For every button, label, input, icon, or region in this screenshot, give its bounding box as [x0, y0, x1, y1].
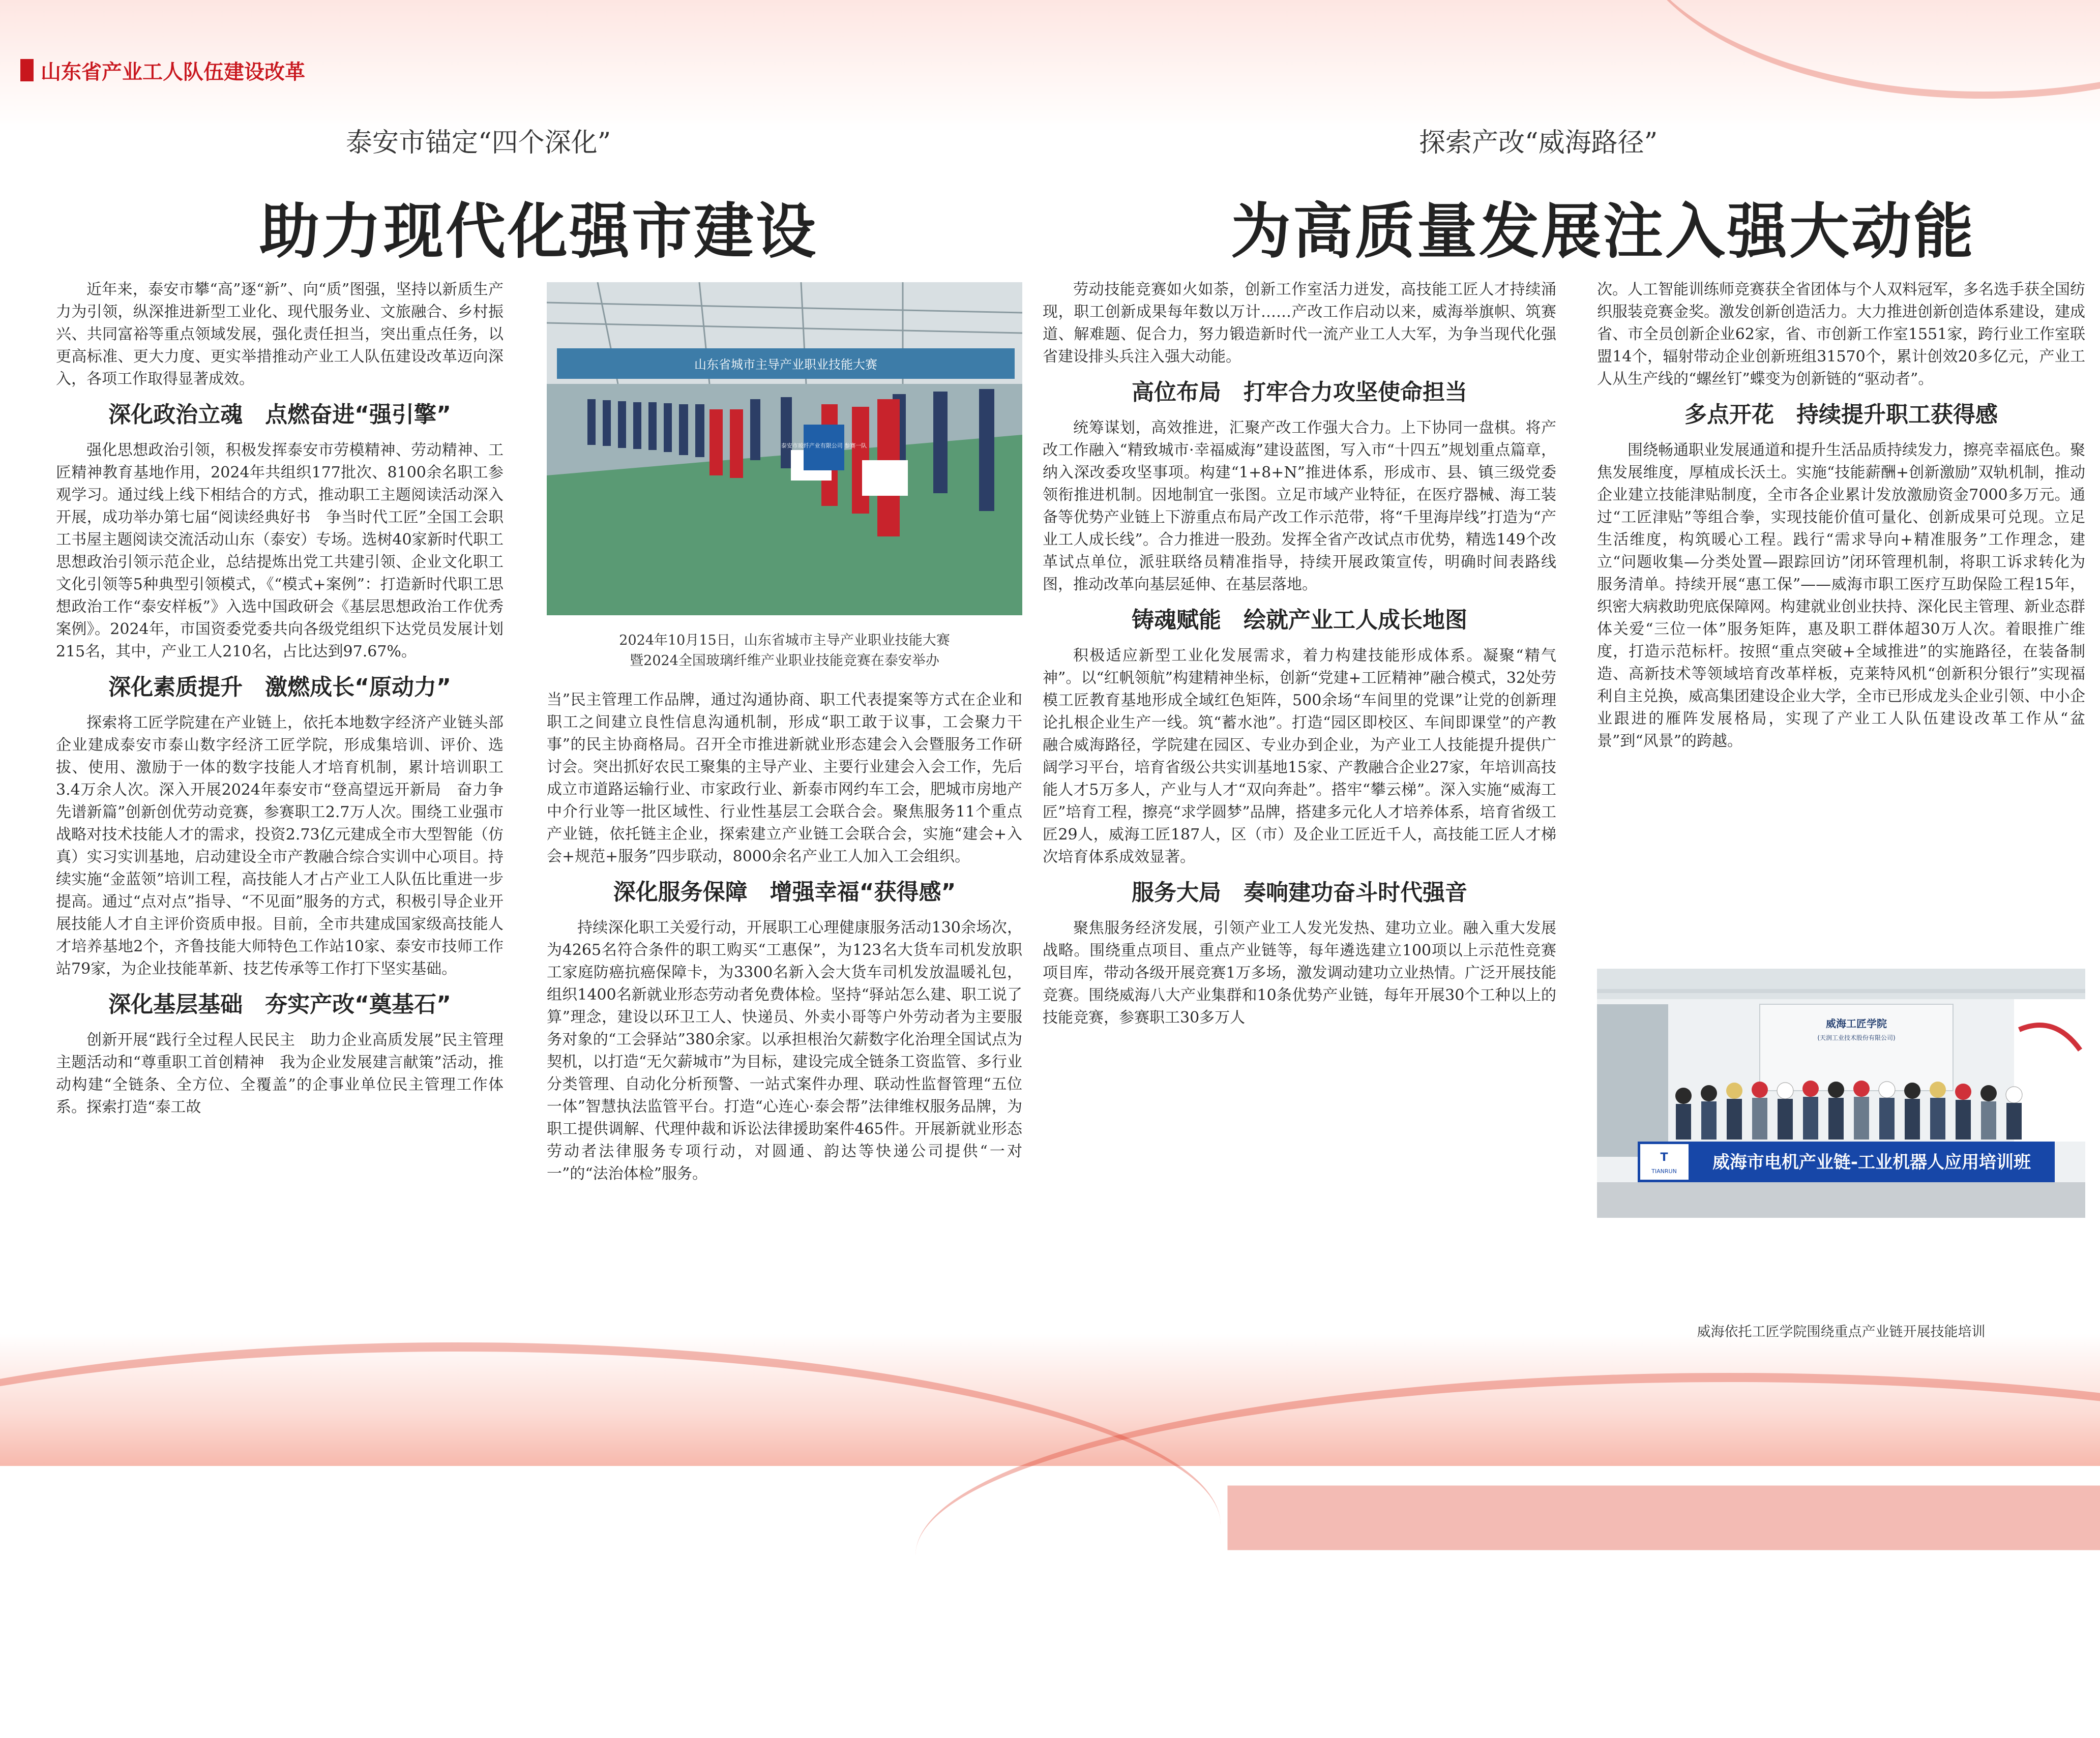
- section-title: 深化基层基础 夯实产改“奠基石”: [108, 992, 451, 1017]
- section-title: 深化素质提升 激燃成长“原动力”: [108, 674, 451, 700]
- wall-sign-sub: (天润工业技术股份有限公司): [1817, 1034, 1896, 1041]
- section-title: 深化政治立魂 点燃奋进“强引擎”: [108, 402, 451, 428]
- body-paragraph: 创新开展“践行全过程人民民主 助力企业高质发展”民主管理主题活动和“尊重职工首创精神 我为企业发展建言献策”活动，推动构建“全链条、全方位、全覆盖”的企事业单位民主管理工作体系。探索打造“泰工故: [56, 1031, 504, 1116]
- caption-line: 暨2024全国玻璃纤维产业职业技能竞赛在泰安举办: [630, 653, 939, 669]
- right-kicker: 探索产改“威海路径”: [1419, 128, 1658, 158]
- header-title: 山东省产业工人队伍建设改革: [41, 60, 305, 84]
- right-column-2: [1597, 279, 2085, 753]
- competition-photo: [547, 282, 1022, 615]
- body-paragraph: 强化思想政治引领，积极发挥泰安市劳模精神、劳动精神、工匠精神教育基地作用，2024年共组织177批次、8100余名职工参观学习。通过线上线下相结合的方式，推动职工主题阅读活动深入开展，成功举办第七届“阅读经典好书 争当时代工匠”全国工会职工书屋主题阅读交流活动山东（泰安）专场。选树40家新时代职工思想政治引领示范企业，总结提炼出党工共建引领、企业文化职工文化引领等5种典型引领模式，《“模式+案例”：打造新时代职工思想政治工作“泰安样板”》入选中国政研会《基层思想政治工作优秀案例》。2024年，市国资委党委共向各级党组织下达党员发展计划215名，其中，产业工人210名，占比达到97.67%。: [56, 441, 504, 661]
- left-column-1: [56, 279, 504, 1119]
- intro-paragraph: 近年来，泰安市攀“高”逐“新”、向“质”图强，坚持以新质生产力为引领，纵深推进新型工业化、现代服务业、文旅融合、乡村振兴、共同富裕等重点领域发展，强化责任担当，突出重点任务，以更高标准、更大力度、更实举措推动产业工人队伍建设改革迈向深入，各项工作取得显著成效。: [56, 281, 504, 388]
- left-column-2: [547, 689, 1022, 1185]
- section-header: [20, 57, 305, 83]
- body-paragraph: 聚焦服务经济发展，引领产业工人发光发热、建功立业。融入重大发展战略。围绕重点项目、重点产业链等，每年遴选建立100项以上示范性竞赛项目库，带动各级开展竞赛1万多场，激发调动建功立业热情。广泛开展技能竞赛。围绕威海八大产业集群和10条优势产业链，每年开展30个工种以上的技能竞赛，参赛职工30多万人: [1043, 919, 1556, 1027]
- training-banner: 威海市电机产业链-工业机器人应用培训班: [1712, 1152, 2031, 1173]
- photo-banner-text: 山东省城市主导产业职业技能大赛: [694, 357, 877, 372]
- left-kicker: 泰安市锚定“四个深化”: [346, 128, 611, 158]
- photo-caption-2: 威海依托工匠学院围绕重点产业链开展技能培训: [1697, 1324, 1986, 1340]
- section-title: 高位布局 打牢合力攻坚使命担当: [1132, 379, 1467, 405]
- header-marker: [20, 59, 34, 81]
- logo-text: TIANRUN: [1651, 1168, 1677, 1175]
- section-title: 多点开花 持续提升职工获得感: [1684, 402, 1998, 428]
- photo-sign-text: 泰安市玻纤产业有限公司 参赛一队: [781, 442, 867, 449]
- competition-photo-scene: [547, 282, 1022, 615]
- intro-paragraph: 劳动技能竞赛如火如荼，创新工作室活力迸发，高技能工匠人才持续涌现，职工创新成果每年数以万计……产改工作启动以来，威海举旗帜、筑赛道、解难题、促合力，努力锻造新时代一流产业工人大军，为争当现代化强省建设排头兵注入强大动能。: [1043, 281, 1556, 366]
- body-paragraph: 探索将工匠学院建在产业链上，依托本地数字经济产业链头部企业建成泰安市泰山数字经济工匠学院，形成集培训、评价、选拔、使用、激励于一体的数字技能人才培育机制，累计培训职工3.4万余人次。深入开展2024年泰安市“登高望远开新局 奋力争先谱新篇”创新创优劳动竞赛，参赛职工2.7万人次。围绕工业强市战略对技术技能人才的需求，投资2.73亿元建成全市大型智能（仿真）实习实训基地，启动建设全市产教融合综合实训中心项目。持续实施“金蓝领”培训工程，高技能人才占产业工人队伍比重进一步提高。通过“点对点”指导、“不见面”服务的方式，积极引导企业开展技能人才自主评价资质申报。目前，全市共建成国家级高技能人才培养基地2个，齐鲁技能大师特色工作站10家、泰安市技师工作站79家，为企业技能革新、技艺传承等工作打下坚实基础。: [56, 714, 504, 978]
- body-paragraph: 当”民主管理工作品牌，通过沟通协商、职工代表提案等方式在企业和职工之间建立良性信息沟通机制，形成“职工敢于议事，工会聚力干事”的民主协商格局。召开全市推进新就业形态建会入会暨服务工作研讨会。突出抓好农民工聚集的主导产业、主要行业建会入会工作，先后成立市道路运输行业、市家政行业、新泰市网约车工会，肥城市房地产中介行业等一批区域性、行业性基层工会联合会。聚焦服务11个重点产业链，依托链主企业，探索建立产业链工会联合会，实施“建会+入会+规范+服务”四步联动，8000余名产业工人加入工会组织。: [547, 691, 1022, 865]
- body-paragraph: 积极适应新型工业化发展需求，着力构建技能形成体系。凝聚“精气神”。以“红帆领航”构建精神坐标，创新“党建+工匠精神”融合模式，32处劳模工匠教育基地形成全域红色矩阵，500余场“车间里的党课”让党的创新理论扎根企业生产一线。筑“蓄水池”。打造“园区即校区、车间即课堂”的产教融合威海路径，学院建在园区、专业办到企业，为产业工人技能提升提供广阔学习平台，培育省级公共实训基地15家、产教融合企业27家，年培训高技能人才5万多人，产业与人才“双向奔赴”。搭牢“攀云梯”。深入实施“威海工匠”培育工程，擦亮“求学圆梦”品牌，搭建多元化人才培养体系，培育省级工匠29人，威海工匠187人，区（市）及企业工匠近千人，高技能工匠人才梯次培育体系成效显著。: [1043, 647, 1556, 866]
- right-column-1: [1043, 279, 1556, 1029]
- photo-caption-1: [547, 631, 1022, 671]
- wall-sign: 威海工匠学院: [1826, 1017, 1887, 1030]
- tianrun-logo: T: [1660, 1151, 1668, 1164]
- training-photo-scene: [1597, 969, 2085, 1218]
- caption-line: 2024年10月15日，山东省城市主导产业职业技能大赛: [619, 633, 950, 648]
- section-title: 服务大局 奏响建功奋斗时代强音: [1132, 880, 1467, 906]
- section-title: 深化服务保障 增强幸福“获得感”: [613, 879, 956, 905]
- left-headline: 助力现代化强市建设: [259, 196, 818, 266]
- body-paragraph: 持续深化职工关爱行动，开展职工心理健康服务活动130余场次，为4265名符合条件的职工购买“工惠保”，为123名大货车司机发放职工家庭防癌抗癌保障卡，为3300名新入会大货车司机发放温暖礼包，组织1400名新就业形态劳动者免费体检。坚持“驿站怎么建、职工说了算”理念，建设以环卫工人、快递员、外卖小哥等户外劳动者为主要服务对象的“工会驿站”380余家。以承担根治欠薪数字化治理全国试点为契机，以打造“无欠薪城市”为目标，建设完成全链条工资监管、多行业分类管理、自动化分析预警、一站式案件办理、联动性监督管理“五位一体”智慧执法监管平台。打造“心连心·泰会帮”法律维权服务品牌，为职工提供调解、代理仲裁和诉讼法律援助案件465件。开展新就业形态劳动者法律服务专项行动，对圆通、韵达等快递公司提供“一对一”的“法治体检”服务。: [547, 919, 1022, 1183]
- right-headline: 为高质量发展注入强大动能: [1231, 196, 1976, 266]
- body-paragraph: 围绕畅通职业发展通道和提升生活品质持续发力，擦亮幸福底色。聚焦发展维度，厚植成长沃土。实施“技能薪酬+创新激励”双轨机制，推动企业建立技能津贴制度，全市各企业累计发放激励资金7000多万元。通过“工匠津贴”等组合拳，实现技能价值可量化、创新成果可兑现。立足生活维度，构筑暖心工程。践行“需求导向+精准服务”工作理念，建立“问题收集—分类处置—跟踪回访”闭环管理机制，将职工诉求转化为服务清单。持续开展“惠工保”——威海市职工医疗互助保险工程15年，织密大病救助兜底保障网。构建就业创业扶持、深化民主管理、新业态群体关爱“三位一体”服务矩阵，惠及职工群体超30万人次。着眼推广维度，打造示范标杆。按照“重点突破+全域推进”的实施路径，在装备制造、高新技术等领域培育改革样板，克莱特风机“创新积分银行”实现福利自主兑换，威高集团建设企业大学，全市已形成龙头企业引领、中小企业跟进的雁阵发展格局，实现了产业工人队伍建设改革工作从“盆景”到“风景”的跨越。: [1597, 441, 2085, 750]
- body-paragraph: 统筹谋划，高效推进，汇聚产改工作强大合力。上下协同一盘棋。将产改工作融入“精致城市·幸福威海”建设蓝图，写入市“十四五”规划重点篇章，纳入深改委攻坚事项。构建“1+8+N”推进体系，形成市、县、镇三级党委领衔推进机制。因地制宜一张图。立足市域产业特征，在医疗器械、海工装备等优势产业链上下游重点布局产改工作示范带，将“千里海岸线”打造为“产业工人成长线”。合力推进一股劲。发挥全省产改试点市优势，精选149个改革试点单位，派驻联络员精准指导，持续开展政策宣传，明确时间表路线图，推动改革向基层延伸、在基层落地。: [1043, 419, 1556, 593]
- training-group-photo: [1597, 969, 2085, 1218]
- section-title: 铸魂赋能 绘就产业工人成长地图: [1132, 607, 1467, 633]
- body-paragraph: 次。人工智能训练师竞赛获全省团体与个人双料冠军，多名选手获全国纺织服装竞赛金奖。激发创新创造活力。大力推进创新创造体系建设，建成省、市全员创新企业62家，省、市创新工作室1551家，跨行业工作室联盟14个，辐射带动企业创新班组31570个，累计创效20多亿元，产业工人从生产线的“螺丝钉”蝶变为创新链的“驱动者”。: [1597, 281, 2085, 388]
